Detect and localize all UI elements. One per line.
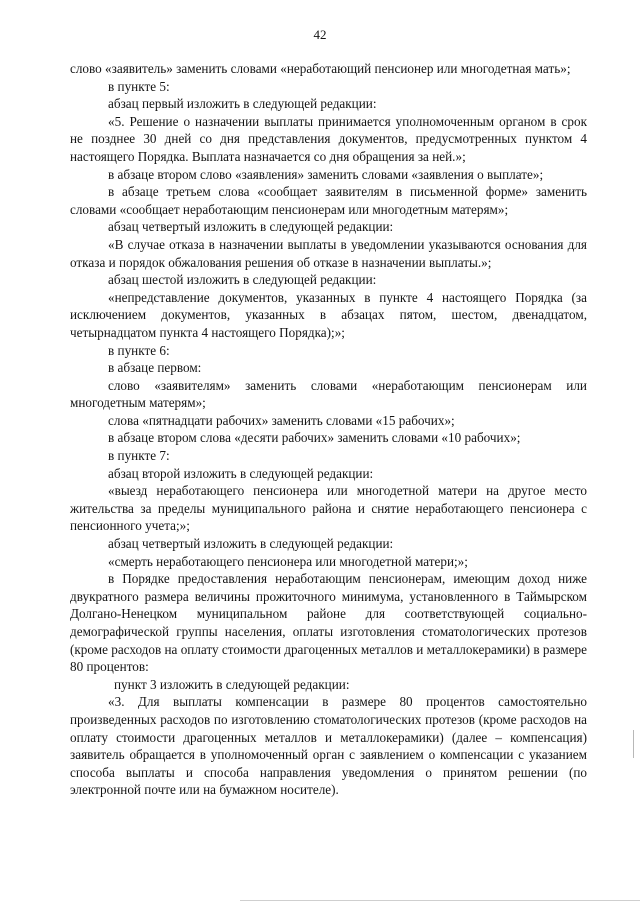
paragraph: слово «заявитель» заменить словами «неработающий пенсионер или многодетная мать»;: [70, 61, 571, 76]
scan-edge-mark: [633, 730, 634, 758]
paragraph: в Порядке предоставления неработающим пенсионерам, имеющим доход ниже двукратного размера величины прожиточного минимума, установленного в Таймырском Долгано-Ненецком муниципальном районе для соответствующей социально-демографической группы населения, оплаты изготовления стоматологических протезов (кроме расходов на оплату стоимости драгоценных металлов и металлокерамики) в размере 80 процентов:: [70, 571, 588, 675]
paragraph: «5. Решение о назначении выплаты принимается уполномоченным органом в срок не позднее 30 дней со дня представления документов, предусмотренных пунктом 4 настоящего Порядка. Выплата назначается со дня обращения за ней.»;: [70, 113, 587, 164]
paragraph: «В случае отказа в назначении выплаты в уведомлении указываются основания для отказа и порядок обжалования решения об отказе в назначении выплаты.»;: [70, 236, 587, 270]
paragraph: абзац четвертый изложить в следующей редакции:: [108, 536, 394, 552]
document-body: [70, 60, 587, 799]
paragraph: в абзаце втором слово «заявления» заменить словами «заявления о выплате»;: [108, 166, 544, 182]
page-number: 42: [313, 27, 327, 42]
paragraph: абзац шестой изложить в следующей редакции:: [108, 272, 377, 288]
paragraph: в абзаце третьем слова «сообщает заявителям в письменной форме» заменить словами «сообщает неработающим пенсионерам или многодетным матерям»;: [70, 184, 587, 217]
paragraph: «смерть неработающего пенсионера или многодетной матери;»;: [108, 553, 468, 569]
paragraph: абзац второй изложить в следующей редакции:: [108, 465, 374, 481]
paragraph: в пункте 7:: [108, 448, 170, 464]
paragraph: в пункте 6:: [108, 342, 170, 358]
paragraph: слово «заявителям» заменить словами «неработающим пенсионерам или многодетным матерям»;: [70, 377, 587, 411]
paragraph: в пункте 5:: [108, 78, 170, 94]
paragraph: абзац первый изложить в следующей редакции:: [108, 96, 377, 112]
paragraph: «3. Для выплаты компенсации в размере 80 процентов самостоятельно произведенных расходов по изготовлению стоматологических протезов (кроме расходов на оплату стоимости драгоценных металлов и металлокерамики) (далее – компенсация) заявитель обращается в уполномоченный орган с заявлением о компенсации с указанием способа выплаты и способа направления уведомления о принятом решении (по электронной почте или на бумажном носителе).: [70, 694, 587, 798]
paragraph: «непредставление документов, указанных в пункте 4 настоящего Порядка (за исключением документов, указанных в абзацах пятом, шестом, двенадцатом, четырнадцатом пункта 4 настоящего Порядка);»;: [70, 289, 587, 340]
paragraph: «выезд неработающего пенсионера или многодетной матери на другое место жительства за пределы муниципального района и снятие неработающего пенсионера с пенсионного учета;»;: [70, 483, 587, 534]
scan-bottom-edge: [240, 900, 640, 901]
paragraph: абзац четвертый изложить в следующей редакции:: [108, 219, 394, 235]
paragraph: в абзаце первом:: [108, 360, 202, 376]
paragraph: пункт 3 изложить в следующей редакции:: [114, 676, 350, 692]
paragraph: слова «пятнадцати рабочих» заменить словами «15 рабочих»;: [108, 412, 455, 428]
paragraph: в абзаце втором слова «десяти рабочих» заменить словами «10 рабочих»;: [108, 430, 521, 446]
